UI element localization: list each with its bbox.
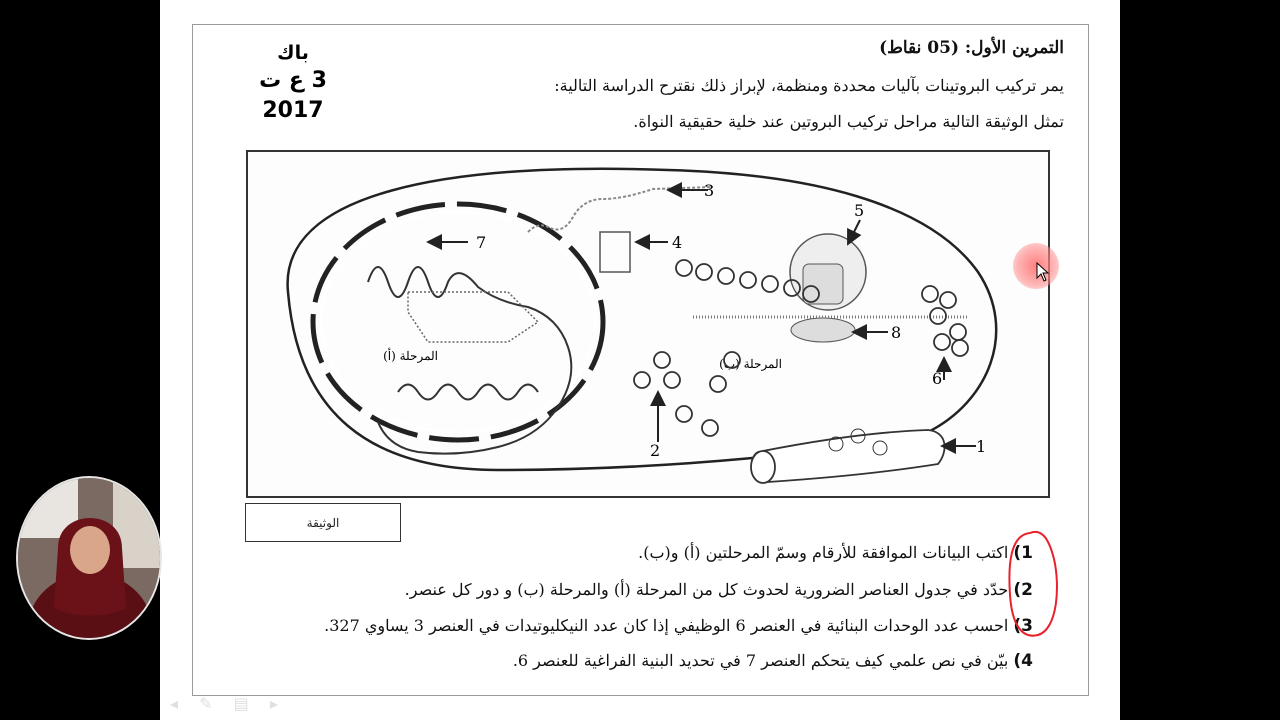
cursor-arrow-icon [1036, 262, 1050, 282]
intro-line-1: يمر تركيب البروتينات بآليات محددة ومنظمة، لإبراز ذلك نقترح الدراسة التالية: [554, 76, 1064, 95]
cell-membrane [288, 169, 997, 470]
label-4: 4 [672, 233, 683, 252]
exercise-title: التمرين الأول: (05 نقاط) [879, 38, 1064, 58]
question-2-text: حدّد في جدول العناصر الضرورية لحدوث كل من المرحلة (أ) والمرحلة (ب) و دور كل عنصر. [404, 580, 1009, 599]
question-4 [513, 651, 1033, 671]
question-1-number: 1) [1013, 543, 1033, 563]
label-7: 7 [476, 233, 487, 252]
bac-label: باك [277, 42, 309, 64]
document-label: الوثيقة [245, 503, 401, 542]
question-1-text: اكتب البيانات الموافقة للأرقام وسمّ المرحلتين (أ) و(ب). [638, 543, 1009, 562]
bac-session-code: 3 ع ت 2017 [259, 68, 327, 123]
label-5: 5 [854, 201, 865, 220]
exam-header [228, 40, 358, 126]
phase-b-label: المرحلة (ب) [719, 357, 782, 371]
question-3-text: احسب عدد الوحدات البنائية في العنصر 6 الوظيفي إذا كان عدد النيكليوتيدات في العنصر 3 يساوي 327. [324, 616, 1009, 635]
label-3: 3 [704, 181, 715, 200]
protein-chain [922, 286, 968, 356]
ribosome-small-subunit [791, 318, 855, 342]
webcam-presenter-icon [16, 476, 162, 640]
question-4-number: 4) [1013, 651, 1033, 671]
question-4-text: بيّن في نص علمي كيف يتحكم العنصر 7 في تحديد البنية الفراغية للعنصر 6. [512, 651, 1009, 670]
protein-synthesis-diagram [246, 150, 1050, 498]
question-1 [638, 543, 1033, 563]
label-1: 1 [976, 437, 987, 456]
label-2: 2 [650, 441, 661, 460]
question-3-number: 3) [1013, 616, 1033, 636]
label-8: 8 [891, 323, 902, 342]
question-2-number: 2) [1013, 580, 1033, 600]
mrna-strand [528, 187, 713, 232]
slide-nav-icons: ◂ ✎ ▤ ▸ [170, 694, 286, 713]
phase-a-label: المرحلة (أ) [383, 349, 438, 363]
organelle-tube [751, 430, 944, 482]
question-2 [405, 580, 1033, 600]
label-6: 6 [932, 369, 943, 388]
red-annotation-loop [1000, 525, 1070, 645]
cell-diagram-svg [248, 152, 1048, 496]
question-3 [324, 616, 1033, 636]
intro-line-2: تمثل الوثيقة التالية مراحل تركيب البروتين عند خلية حقيقية النواة. [633, 112, 1064, 131]
